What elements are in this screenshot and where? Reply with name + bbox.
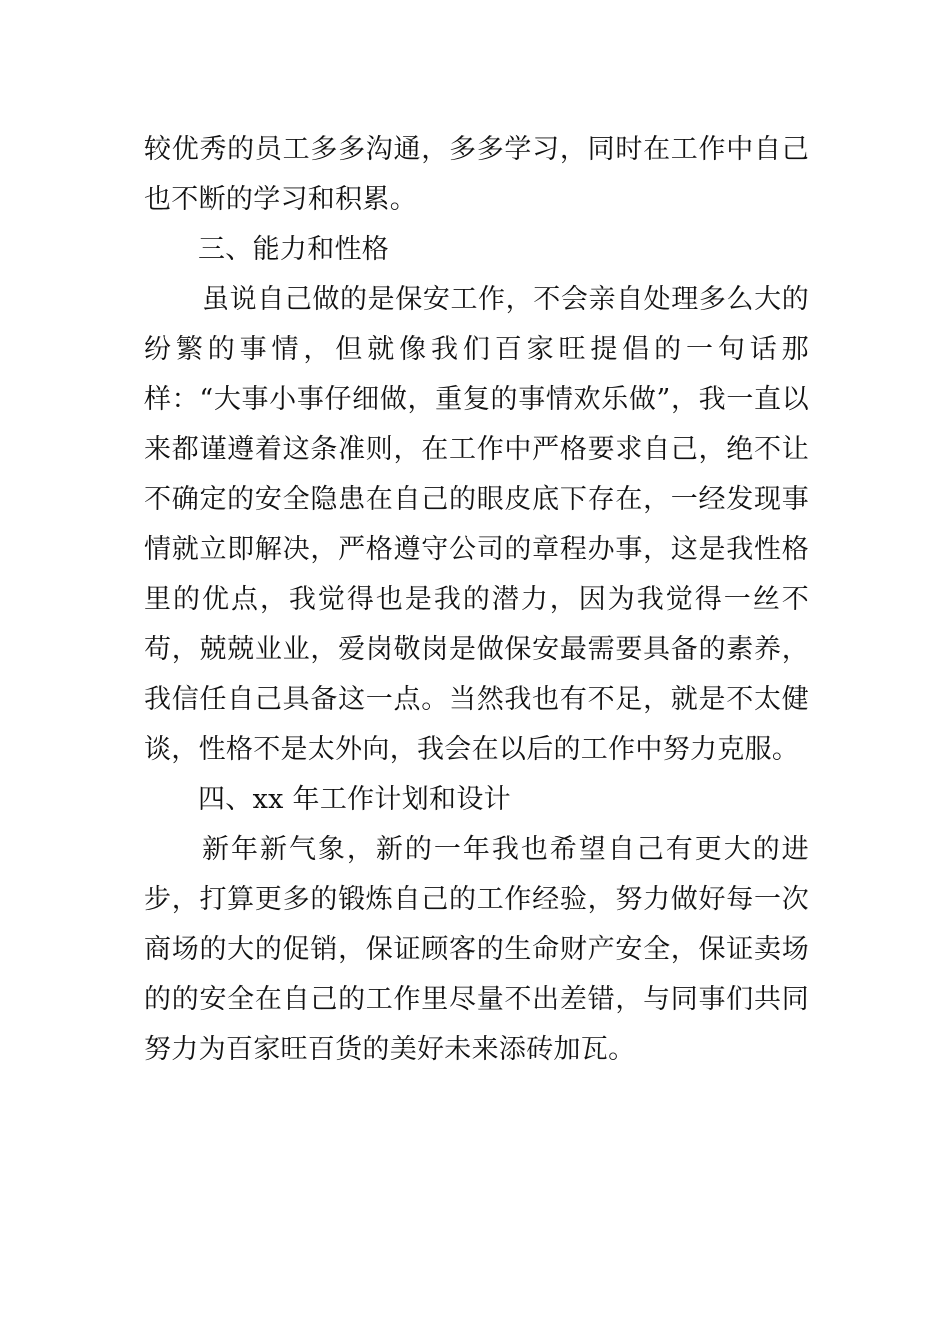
paragraph-continuation: 较优秀的员工多多沟通，多多学习，同时在工作中自己也不断的学习和积累。 bbox=[144, 134, 809, 215]
paragraph-ability-personality: 虽说自己做的是保安工作，不会亲自处理多么大的纷繁的事情，但就像我们百家旺提倡的一句话那样：“大事小事仔细做，重复的事情欢乐做”，我一直以来都谨遵着这条准则，在工作中严格要求自己，绝不让不确定的安全隐患在自己的眼皮底下存在，一经发现事情就立即解决，严格遵守公司的章程办事，这是我性格里的优点，我觉得也是我的潜力，因为我觉得一丝不苟，兢兢业业，爱岗敬岗是做保安最需要具备的素养，我信任自己具备这一点。当然我也有不足，就是不太健谈，性格不是太外向，我会在以后的工作中努力克服。 bbox=[144, 284, 809, 765]
document-body bbox=[144, 125, 809, 1075]
section-heading-work-plan: 四、xx 年工作计划和设计 bbox=[198, 784, 511, 815]
section-heading-ability-personality: 三、能力和性格 bbox=[198, 234, 390, 265]
paragraph-work-plan: 新年新气象，新的一年我也希望自己有更大的进步，打算更多的锻炼自己的工作经验，努力做好每一次商场的大的促销，保证顾客的生命财产安全，保证卖场的的安全在自己的工作里尽量不出差错，与同事们共同努力为百家旺百货的美好未来添砖加瓦。 bbox=[144, 834, 809, 1065]
